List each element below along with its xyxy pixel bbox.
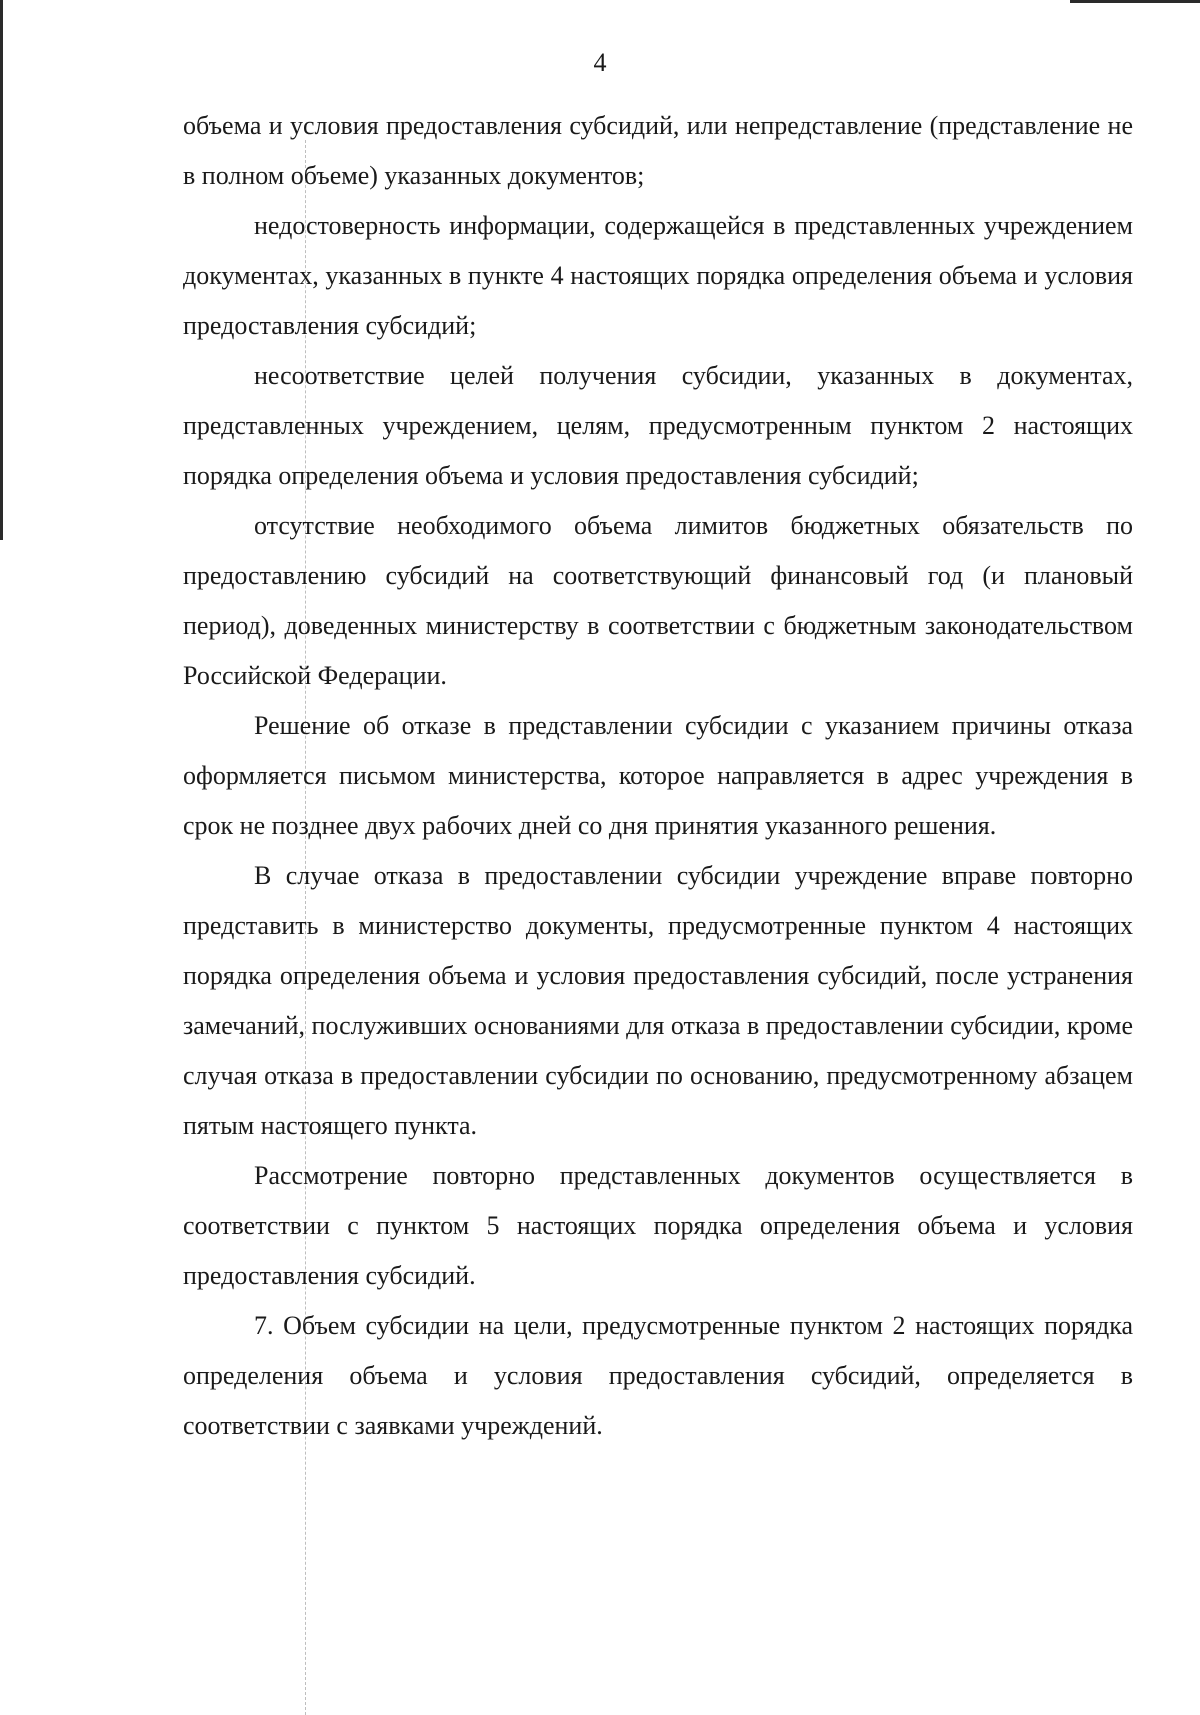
paragraph-item-7: 7. Объем субсидии на цели, предусмотренные пунктом 2 настоящих порядка определения объема и условия предоставления субсидий, определяется в соответствии с заявками учреждений.: [183, 1311, 1133, 1440]
paragraph-continuation: объема и условия предоставления субсидий, или непредставление (представление не в полном объеме) указанных документов;: [183, 111, 1133, 190]
page-number: 4: [593, 48, 607, 77]
paragraph-unreliability: недостоверность информации, содержащейся в представленных учреждением документах, указанных в пункте 4 настоящих порядка определения объема и условия предоставления субсидий;: [183, 211, 1133, 340]
paragraph-review: Рассмотрение повторно представленных документов осуществляется в соответствии с пунктом 5 настоящих порядка определения объема и условия предоставления субсидий.: [183, 1161, 1133, 1290]
paragraph-refusal-decision: Решение об отказе в представлении субсидии с указанием причины отказа оформляется письмом министерства, которое направляется в адрес учреждения в срок не позднее двух рабочих дней со дня принятия указанного решения.: [183, 711, 1133, 840]
paragraph-resubmission: В случае отказа в предоставлении субсидии учреждение вправе повторно представить в министерство документы, предусмотренные пунктом 4 настоящих порядка определения объема и условия предоставления субсидий, после устранения замечаний, послуживших основаниями для отказа в предоставлении субсидии, кроме случая отказа в предоставлении субсидии по основанию, предусмотренному абзацем пятым настоящего пункта.: [183, 861, 1133, 1140]
document-body: [183, 101, 1133, 1451]
paragraph-budget-limits: отсутствие необходимого объема лимитов бюджетных обязательств по предоставлению субсидий на соответствующий финансовый год (и плановый период), доведенных министерству в соответствии с бюджетным законодательством Российской Федерации.: [183, 511, 1133, 690]
paragraph-goal-mismatch: несоответствие целей получения субсидии, указанных в документах, представленных учреждением, целям, предусмотренным пунктом 2 настоящих порядка определения объема и условия предоставления субсидий;: [183, 361, 1133, 490]
scan-edge-top: [1070, 0, 1200, 3]
scan-edge-left: [0, 0, 3, 540]
